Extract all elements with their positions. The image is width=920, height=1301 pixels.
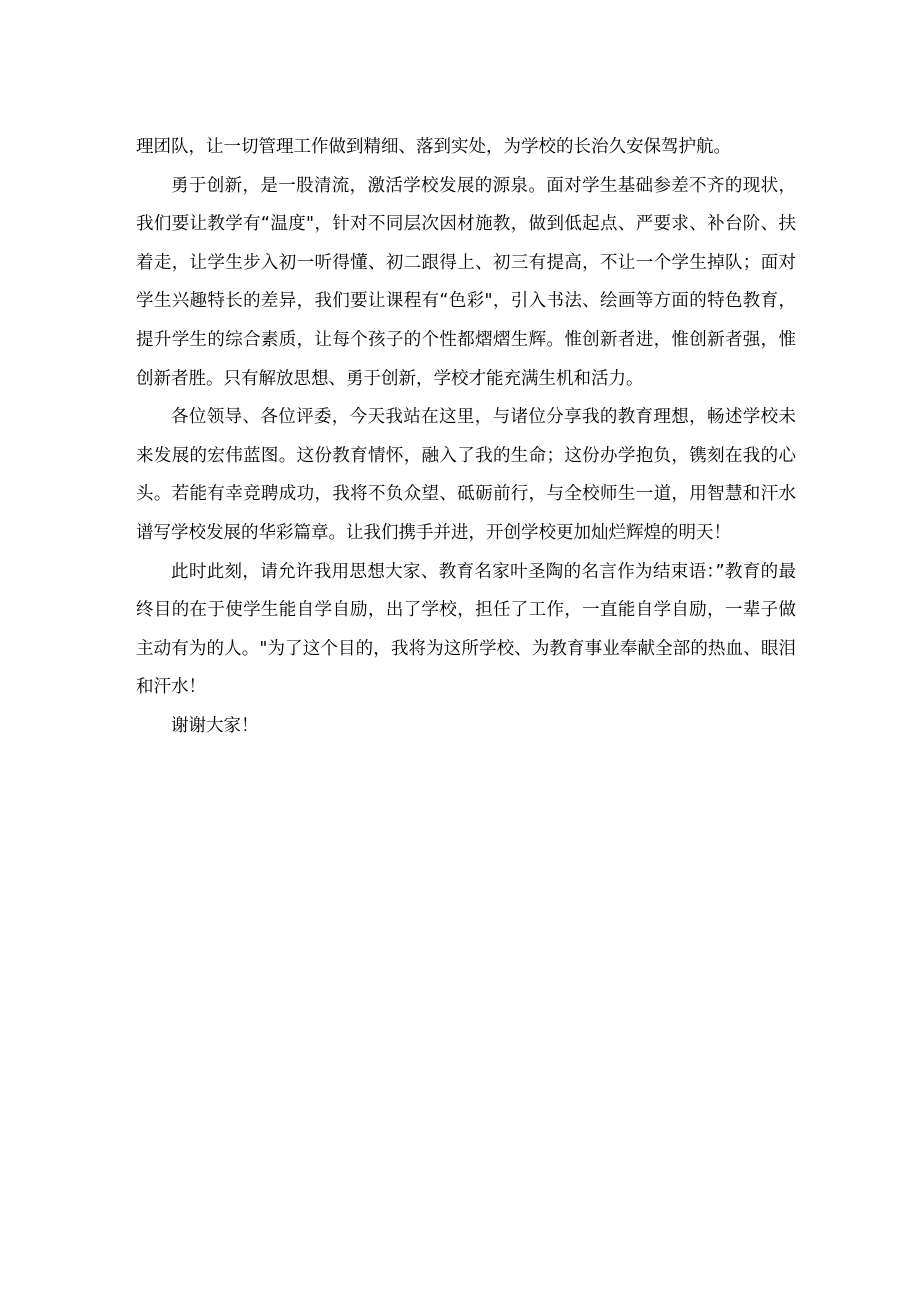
paragraph-closing-quote: 此时此刻，请允许我用思想大家、教育名家叶圣陶的名言作为结束语：”教育的最终目的在于使学生能自学自励，出了学校，担任了工作，一直能自学自励，一辈子做主动有为的人。"为了这个目的，我将为这所学校、为教育事业奉献全部的热血、眼泪和汗水！ <box>136 561 796 698</box>
paragraph-vision: 各位领导、各位评委，今天我站在这里，与诸位分享我的教育理想，畅述学校未来发展的宏伟蓝图。这份教育情怀，融入了我的生命；这份办学抱负，镌刻在我的心头。若能有幸竞聘成功，我将不负众望、砥砺前行，与全校师生一道，用智慧和汗水谱写学校发展的华彩篇章。让我们携手并进，开创学校更加灿烂辉煌的明天！ <box>136 407 796 543</box>
paragraph-thanks: 谢谢大家！ <box>171 715 259 736</box>
paragraph-continuation: 理团队，让一切管理工作做到精细、落到实处，为学校的长治久安保驾护航。 <box>136 137 731 157</box>
body-text <box>136 128 796 746</box>
paragraph-innovation: 勇于创新，是一股清流，激活学校发展的源泉。面对学生基础参差不齐的现状，我们要让教学有“温度"，针对不同层次因材施教，做到低起点、严要求、补台阶、扶着走，让学生步入初一听得懂、初二跟得上、初三有提高，不让一个学生掉队；面对学生兴趣特长的差异，我们要让课程有“色彩"，引入书法、绘画等方面的特色教育，提升学生的综合素质，让每个孩子的个性都熠熠生辉。惟创新者进，惟创新者强，惟创新者胜。只有解放思想、勇于创新，学校才能充满生机和活力。 <box>136 175 796 389</box>
